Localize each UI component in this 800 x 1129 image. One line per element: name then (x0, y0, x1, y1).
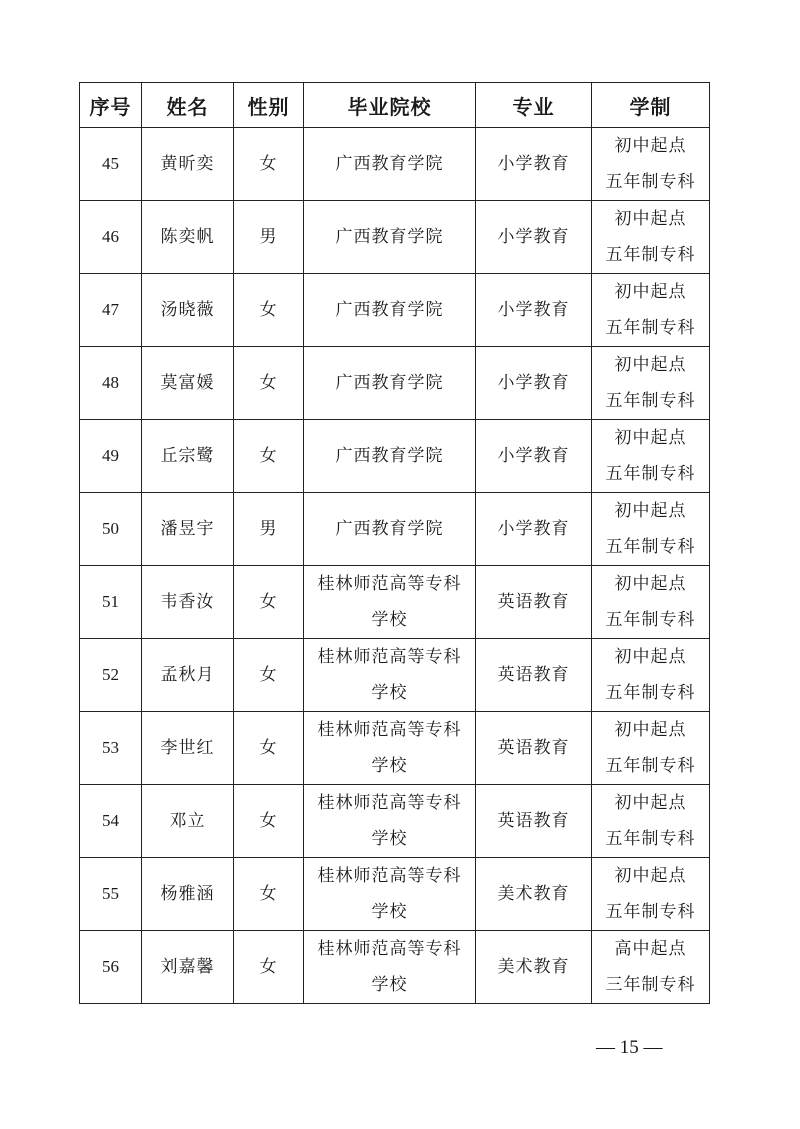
cell-major: 小学教育 (476, 201, 592, 274)
cell-major: 小学教育 (476, 493, 592, 566)
cell-name: 刘嘉馨 (142, 931, 234, 1004)
cell-system-line: 初中起点 (614, 428, 687, 448)
cell-system-line: 五年制专科 (605, 902, 696, 922)
cell-major: 小学教育 (476, 420, 592, 493)
cell-system-line: 初中起点 (614, 574, 687, 594)
cell-school-line: 学校 (371, 975, 408, 995)
cell-system-line: 初中起点 (614, 501, 687, 521)
header-seq: 序号 (80, 83, 142, 128)
cell-school-line: 学校 (371, 683, 408, 703)
cell-gender: 女 (234, 858, 304, 931)
cell-seq: 47 (80, 274, 142, 347)
cell-system (592, 493, 710, 566)
cell-school (304, 712, 476, 785)
cell-school-line: 桂林师范高等专科 (317, 866, 462, 886)
cell-gender: 男 (234, 493, 304, 566)
cell-school-line: 广西教育学院 (335, 373, 444, 393)
cell-name: 韦香汝 (142, 566, 234, 639)
cell-school-line: 桂林师范高等专科 (317, 939, 462, 959)
cell-system (592, 785, 710, 858)
cell-name: 汤晓薇 (142, 274, 234, 347)
cell-gender: 女 (234, 566, 304, 639)
cell-system-line: 五年制专科 (605, 245, 696, 265)
cell-name: 邓立 (142, 785, 234, 858)
cell-gender: 女 (234, 128, 304, 201)
cell-major: 英语教育 (476, 785, 592, 858)
cell-seq: 54 (80, 785, 142, 858)
cell-school (304, 347, 476, 420)
cell-major: 小学教育 (476, 128, 592, 201)
table-row (80, 347, 710, 420)
cell-major: 小学教育 (476, 347, 592, 420)
cell-system-line: 高中起点 (614, 939, 687, 959)
cell-school (304, 566, 476, 639)
cell-seq: 49 (80, 420, 142, 493)
cell-school-line: 广西教育学院 (335, 519, 444, 539)
table-row (80, 712, 710, 785)
cell-system (592, 639, 710, 712)
cell-school (304, 639, 476, 712)
cell-system-line: 初中起点 (614, 355, 687, 375)
table-row (80, 639, 710, 712)
header-school: 毕业院校 (304, 83, 476, 128)
cell-gender: 女 (234, 712, 304, 785)
header-system: 学制 (592, 83, 710, 128)
cell-seq: 56 (80, 931, 142, 1004)
cell-name: 莫富媛 (142, 347, 234, 420)
cell-school (304, 420, 476, 493)
cell-gender: 男 (234, 201, 304, 274)
cell-school-line: 广西教育学院 (335, 227, 444, 247)
cell-system-line: 五年制专科 (605, 464, 696, 484)
cell-system (592, 566, 710, 639)
cell-school-line: 广西教育学院 (335, 300, 444, 320)
cell-system-line: 五年制专科 (605, 683, 696, 703)
table-row (80, 931, 710, 1004)
cell-name: 陈奕帆 (142, 201, 234, 274)
cell-system-line: 五年制专科 (605, 391, 696, 411)
cell-school-line: 桂林师范高等专科 (317, 793, 462, 813)
table-header-row (80, 83, 710, 128)
cell-school (304, 858, 476, 931)
cell-system-line: 五年制专科 (605, 829, 696, 849)
graduate-table (79, 82, 710, 1004)
cell-school-line: 桂林师范高等专科 (317, 720, 462, 740)
cell-system (592, 347, 710, 420)
cell-name: 丘宗鹭 (142, 420, 234, 493)
table-row (80, 566, 710, 639)
cell-major: 美术教育 (476, 931, 592, 1004)
cell-school-line: 学校 (371, 610, 408, 630)
cell-school (304, 931, 476, 1004)
cell-name: 潘昱宇 (142, 493, 234, 566)
header-name: 姓名 (142, 83, 234, 128)
cell-system-line: 初中起点 (614, 282, 687, 302)
cell-school (304, 274, 476, 347)
cell-school (304, 201, 476, 274)
cell-seq: 50 (80, 493, 142, 566)
cell-seq: 51 (80, 566, 142, 639)
cell-system (592, 420, 710, 493)
cell-system (592, 858, 710, 931)
cell-name: 黄昕奕 (142, 128, 234, 201)
cell-system (592, 128, 710, 201)
cell-school-line: 学校 (371, 829, 408, 849)
cell-major: 小学教育 (476, 274, 592, 347)
cell-gender: 女 (234, 347, 304, 420)
header-gender: 性别 (234, 83, 304, 128)
cell-system (592, 201, 710, 274)
cell-seq: 53 (80, 712, 142, 785)
page-number: — 15 — (596, 1037, 663, 1058)
cell-seq: 52 (80, 639, 142, 712)
cell-system-line: 五年制专科 (605, 318, 696, 338)
cell-school-line: 广西教育学院 (335, 154, 444, 174)
cell-name: 孟秋月 (142, 639, 234, 712)
table-row (80, 201, 710, 274)
cell-system-line: 五年制专科 (605, 537, 696, 557)
cell-system-line: 五年制专科 (605, 610, 696, 630)
header-major: 专业 (476, 83, 592, 128)
cell-seq: 48 (80, 347, 142, 420)
cell-system-line: 初中起点 (614, 209, 687, 229)
cell-system-line: 初中起点 (614, 136, 687, 156)
cell-school-line: 桂林师范高等专科 (317, 647, 462, 667)
cell-gender: 女 (234, 785, 304, 858)
cell-school-line: 学校 (371, 756, 408, 776)
cell-name: 李世红 (142, 712, 234, 785)
cell-system-line: 初中起点 (614, 720, 687, 740)
cell-major: 美术教育 (476, 858, 592, 931)
cell-seq: 55 (80, 858, 142, 931)
cell-system-line: 初中起点 (614, 866, 687, 886)
cell-gender: 女 (234, 274, 304, 347)
cell-name: 杨雅涵 (142, 858, 234, 931)
cell-system (592, 712, 710, 785)
table-row (80, 493, 710, 566)
table-body (80, 128, 710, 1004)
cell-school-line: 学校 (371, 902, 408, 922)
cell-system (592, 274, 710, 347)
table-row (80, 274, 710, 347)
cell-gender: 女 (234, 639, 304, 712)
table-row (80, 420, 710, 493)
cell-school (304, 128, 476, 201)
cell-seq: 46 (80, 201, 142, 274)
cell-gender: 女 (234, 931, 304, 1004)
cell-seq: 45 (80, 128, 142, 201)
cell-system-line: 五年制专科 (605, 756, 696, 776)
cell-school (304, 493, 476, 566)
cell-system (592, 931, 710, 1004)
cell-system-line: 初中起点 (614, 793, 687, 813)
cell-system-line: 三年制专科 (605, 975, 696, 995)
cell-major: 英语教育 (476, 639, 592, 712)
cell-school (304, 785, 476, 858)
cell-system-line: 五年制专科 (605, 172, 696, 192)
cell-gender: 女 (234, 420, 304, 493)
table-row (80, 785, 710, 858)
cell-system-line: 初中起点 (614, 647, 687, 667)
cell-school-line: 桂林师范高等专科 (317, 574, 462, 594)
cell-major: 英语教育 (476, 566, 592, 639)
cell-school-line: 广西教育学院 (335, 446, 444, 466)
table-row (80, 128, 710, 201)
cell-major: 英语教育 (476, 712, 592, 785)
table-row (80, 858, 710, 931)
